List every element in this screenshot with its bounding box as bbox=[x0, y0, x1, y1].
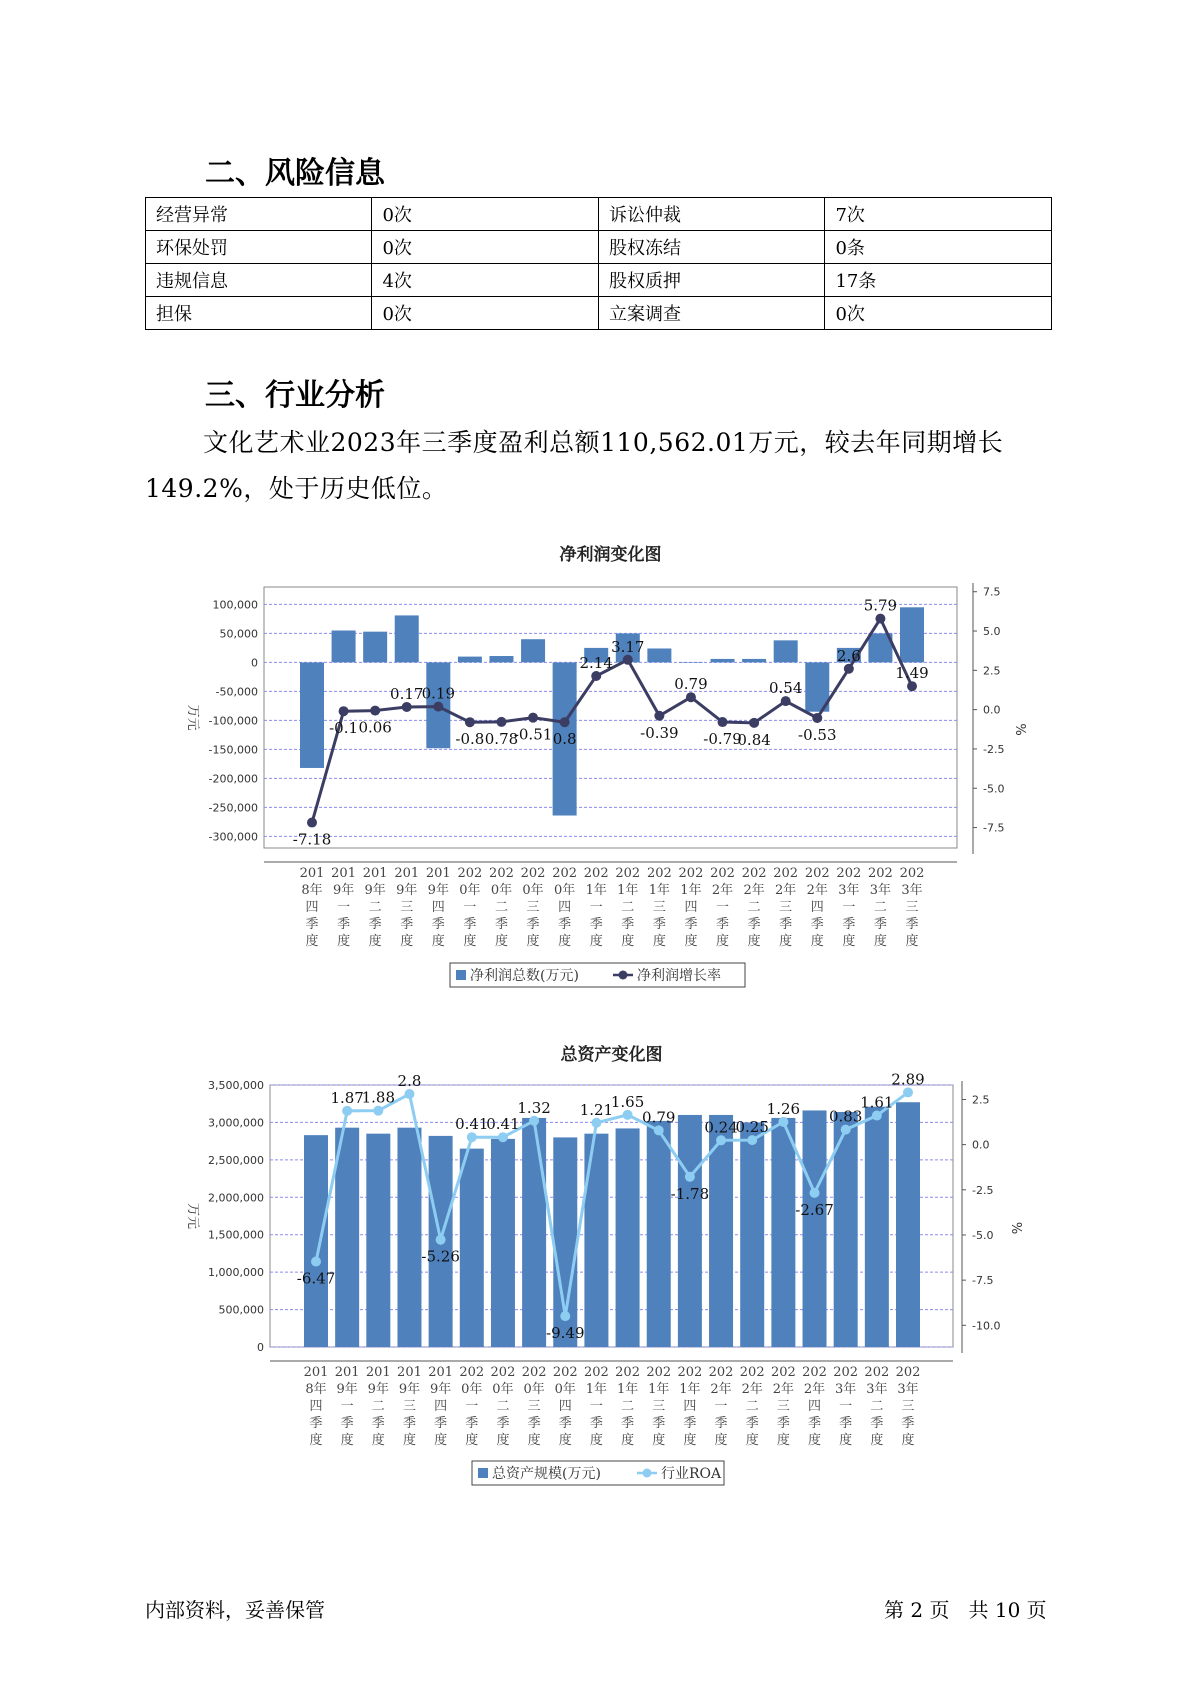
right-axis-title: % bbox=[1008, 1221, 1023, 1235]
left-tick-label: -100,000 bbox=[208, 714, 258, 728]
data-label: 1.87 bbox=[330, 1088, 364, 1107]
line-point bbox=[685, 1172, 695, 1182]
line-point bbox=[716, 1135, 726, 1145]
right-tick-label: 2.5 bbox=[972, 1093, 990, 1107]
left-tick-label: 3,500,000 bbox=[208, 1079, 264, 1092]
data-label: 2.14 bbox=[579, 653, 613, 672]
bar bbox=[647, 1121, 671, 1347]
left-tick-label: -300,000 bbox=[208, 830, 258, 844]
category-label: 202 1年一季度 bbox=[583, 866, 609, 949]
category-label: 202 1年三季度 bbox=[646, 1365, 672, 1448]
category-label: 201 9年一季度 bbox=[331, 866, 356, 949]
line-point bbox=[623, 1110, 633, 1120]
line-point bbox=[402, 702, 412, 712]
plot-frame bbox=[264, 587, 957, 848]
data-label: -0.39 bbox=[640, 723, 679, 742]
footer-confidential-note: 内部资料，妥善保管 bbox=[145, 1598, 325, 1622]
data-label: 1.32 bbox=[517, 1098, 551, 1117]
right-tick-label: -5.0 bbox=[972, 1228, 994, 1242]
line-point bbox=[747, 1135, 757, 1145]
bar bbox=[460, 1149, 484, 1347]
line-point bbox=[465, 717, 475, 727]
left-tick-label: 0 bbox=[251, 656, 258, 670]
data-label: 1.61 bbox=[860, 1093, 894, 1112]
left-axis-title: 万元 bbox=[185, 704, 200, 731]
line-point bbox=[498, 1132, 508, 1142]
risk-table-row bbox=[146, 264, 1052, 297]
industry-heading: 三、行业分析 bbox=[205, 378, 385, 413]
category-label: 202 2年三季度 bbox=[770, 1365, 796, 1448]
line-point bbox=[686, 692, 696, 702]
bar bbox=[395, 615, 419, 662]
data-label: 2.6 bbox=[836, 646, 861, 665]
bar bbox=[740, 1122, 764, 1347]
data-label: 1.26 bbox=[766, 1099, 801, 1118]
data-label: 0.79 bbox=[642, 1108, 676, 1127]
left-tick-label: 50,000 bbox=[219, 627, 258, 641]
risk-item-value: 0次 bbox=[825, 297, 1052, 330]
line-point bbox=[844, 664, 854, 674]
line-point bbox=[373, 1106, 383, 1116]
data-label: 0.17 bbox=[390, 684, 424, 703]
data-label: 1.88 bbox=[361, 1088, 396, 1107]
data-label: 1.65 bbox=[610, 1092, 645, 1111]
data-label: -1.78 bbox=[670, 1184, 710, 1203]
data-label: -2.67 bbox=[795, 1200, 834, 1219]
data-label: 1.49 bbox=[895, 664, 929, 683]
risk-item-value: 4次 bbox=[372, 264, 598, 297]
right-axis-title: % bbox=[1012, 723, 1027, 736]
left-axis-title: 万元 bbox=[185, 1202, 200, 1230]
category-label: 201 9年二季度 bbox=[365, 1365, 391, 1448]
right-tick-label: -5.0 bbox=[983, 782, 1005, 796]
bar bbox=[491, 1139, 515, 1347]
line-point bbox=[467, 1132, 477, 1142]
bar bbox=[803, 1110, 827, 1347]
data-label: -0.1 bbox=[329, 719, 359, 738]
data-label: -5.26 bbox=[421, 1247, 460, 1266]
bar bbox=[363, 632, 387, 663]
right-tick-label: 2.5 bbox=[983, 664, 1001, 678]
category-label: 202 0年一季度 bbox=[457, 866, 483, 949]
line-point bbox=[560, 717, 570, 727]
risk-item-label: 立案调查 bbox=[598, 297, 824, 330]
risk-table-row bbox=[146, 198, 1052, 231]
legend bbox=[450, 963, 745, 987]
legend-marker-swatch bbox=[643, 1469, 652, 1478]
left-tick-label: -150,000 bbox=[208, 743, 258, 757]
category-label: 202 3年三季度 bbox=[895, 1365, 921, 1448]
data-label: -7.18 bbox=[292, 830, 332, 849]
line-point bbox=[907, 681, 917, 691]
footer-page-number: 第 2 页 共 10 页 bbox=[884, 1598, 1047, 1622]
line-point bbox=[404, 1089, 414, 1099]
category-label: 201 9年三季度 bbox=[394, 866, 420, 949]
risk-item-label: 股权质押 bbox=[598, 264, 824, 297]
category-label: 202 0年三季度 bbox=[520, 866, 546, 949]
data-label: 3.17 bbox=[611, 637, 645, 656]
line-point bbox=[370, 706, 380, 716]
category-label: 202 3年三季度 bbox=[899, 866, 925, 949]
bar bbox=[521, 639, 545, 662]
category-label: 202 0年三季度 bbox=[521, 1365, 547, 1448]
line-point bbox=[654, 711, 664, 721]
data-label: 0.83 bbox=[828, 1107, 863, 1126]
data-label: 1.21 bbox=[579, 1100, 614, 1119]
category-label: 202 2年一季度 bbox=[708, 1365, 734, 1448]
left-tick-label: 0 bbox=[257, 1341, 264, 1354]
legend-bar-swatch bbox=[478, 1468, 488, 1478]
risk-item-value: 7次 bbox=[825, 198, 1052, 231]
risk-item-label: 环保处罚 bbox=[146, 231, 372, 264]
bar bbox=[865, 1107, 889, 1347]
left-tick-label: 2,000,000 bbox=[208, 1191, 264, 1205]
legend-label: 净利润总数(万元) bbox=[470, 968, 579, 984]
line-point bbox=[872, 1111, 882, 1121]
data-label: 0.06 bbox=[358, 718, 392, 737]
bar bbox=[397, 1128, 421, 1347]
left-tick-label: 1,500,000 bbox=[208, 1228, 264, 1242]
line-point bbox=[342, 1106, 352, 1116]
left-tick-label: -200,000 bbox=[208, 772, 258, 786]
risk-item-label: 担保 bbox=[146, 297, 372, 330]
left-tick-label: 500,000 bbox=[218, 1303, 264, 1317]
left-tick-label: 2,500,000 bbox=[208, 1153, 264, 1167]
data-label: -0.8 bbox=[455, 730, 485, 749]
line-point bbox=[311, 1257, 321, 1267]
category-label: 201 9年三季度 bbox=[397, 1365, 422, 1448]
category-label: 202 3年二季度 bbox=[868, 866, 893, 949]
line-point bbox=[339, 706, 349, 716]
line-point bbox=[875, 614, 885, 624]
legend-marker-swatch bbox=[619, 971, 628, 980]
left-tick-label: 1,000,000 bbox=[208, 1266, 264, 1280]
line-point bbox=[529, 1116, 539, 1126]
line-point bbox=[560, 1311, 570, 1321]
risk-item-label: 股权冻结 bbox=[598, 231, 824, 264]
data-label: 0.8 bbox=[552, 730, 577, 749]
line-point bbox=[528, 713, 538, 723]
category-label: 202 2年二季度 bbox=[739, 1365, 765, 1448]
data-label: 0.41 bbox=[455, 1115, 489, 1134]
data-label: 2.8 bbox=[397, 1072, 422, 1091]
risk-item-value: 0次 bbox=[372, 231, 598, 264]
category-label: 202 0年二季度 bbox=[489, 866, 514, 949]
category-label: 202 2年四季度 bbox=[804, 866, 830, 949]
chart-title: 总资产变化图 bbox=[560, 1045, 663, 1065]
risk-item-value: 0条 bbox=[825, 231, 1052, 264]
bar bbox=[304, 1135, 328, 1347]
bar bbox=[896, 1102, 920, 1347]
risk-table bbox=[145, 197, 1052, 330]
data-label: 0.54 bbox=[768, 679, 803, 698]
data-label: -6.47 bbox=[296, 1269, 336, 1288]
risk-item-value: 17条 bbox=[825, 264, 1052, 297]
category-label: 201 8年四季度 bbox=[299, 866, 325, 949]
category-label: 202 1年二季度 bbox=[615, 1365, 640, 1448]
line-point bbox=[654, 1125, 664, 1135]
right-tick-label: 5.0 bbox=[983, 625, 1001, 639]
risk-item-label: 经营异常 bbox=[146, 198, 372, 231]
right-tick-label: 0.0 bbox=[972, 1138, 990, 1152]
category-label: 202 3年一季度 bbox=[836, 866, 862, 949]
category-label: 202 0年二季度 bbox=[490, 1365, 516, 1448]
net-profit-chart bbox=[0, 536, 1191, 996]
bar bbox=[300, 662, 324, 768]
category-label: 201 9年四季度 bbox=[428, 1365, 454, 1448]
data-label: -9.49 bbox=[546, 1324, 585, 1343]
category-label: 202 1年四季度 bbox=[678, 866, 704, 949]
data-label: 0.19 bbox=[421, 684, 456, 703]
category-label: 202 2年四季度 bbox=[802, 1365, 827, 1448]
risk-item-label: 违规信息 bbox=[146, 264, 372, 297]
total-assets-chart bbox=[0, 1034, 1191, 1494]
data-label: 0.78 bbox=[484, 729, 519, 748]
data-label: 0.79 bbox=[674, 675, 708, 694]
bar bbox=[711, 659, 735, 662]
analysis-paragraph: 文化艺术业2023年三季度盈利总额110,562.01万元，较去年同期增长149.2%，处于历史低位。 bbox=[145, 428, 1004, 503]
risk-table-row bbox=[146, 297, 1052, 330]
left-tick-label: 3,000,000 bbox=[208, 1116, 264, 1130]
category-label: 202 1年二季度 bbox=[615, 866, 641, 949]
right-tick-label: -2.5 bbox=[983, 742, 1005, 756]
bar bbox=[335, 1128, 359, 1347]
line-point bbox=[718, 717, 728, 727]
line-point bbox=[496, 717, 506, 727]
bar bbox=[522, 1118, 546, 1347]
data-label: 2.89 bbox=[891, 1070, 925, 1089]
category-label: 202 0年四季度 bbox=[552, 866, 578, 949]
risk-item-value: 0次 bbox=[372, 198, 598, 231]
legend-label: 净利润增长率 bbox=[637, 968, 721, 984]
category-label: 202 2年二季度 bbox=[741, 866, 767, 949]
category-label: 201 9年二季度 bbox=[362, 866, 388, 949]
risk-table-row bbox=[146, 231, 1052, 264]
data-label: -0.53 bbox=[798, 725, 837, 744]
line-point bbox=[781, 696, 791, 706]
category-label: 201 9年四季度 bbox=[425, 866, 451, 949]
bar bbox=[332, 631, 356, 663]
data-label: 5.79 bbox=[863, 596, 898, 615]
line-point bbox=[903, 1087, 913, 1097]
category-label: 202 3年二季度 bbox=[864, 1365, 890, 1448]
bar bbox=[771, 1118, 795, 1347]
right-tick-label: 7.5 bbox=[983, 585, 1001, 599]
category-label: 202 0年一季度 bbox=[459, 1365, 485, 1448]
line-point bbox=[841, 1125, 851, 1135]
bar bbox=[647, 648, 671, 662]
category-label: 202 3年一季度 bbox=[833, 1365, 859, 1448]
line-point bbox=[436, 1235, 446, 1245]
legend-bar-swatch bbox=[456, 970, 466, 980]
bar bbox=[489, 656, 513, 662]
right-tick-label: -2.5 bbox=[972, 1183, 994, 1197]
left-tick-label: -50,000 bbox=[215, 685, 258, 699]
risk-item-label: 诉讼仲裁 bbox=[598, 198, 824, 231]
bar bbox=[366, 1134, 390, 1347]
category-label: 202 1年四季度 bbox=[677, 1365, 703, 1448]
bar bbox=[458, 657, 482, 663]
line-point bbox=[812, 713, 822, 723]
category-label: 202 1年一季度 bbox=[584, 1365, 609, 1448]
data-label: 0.84 bbox=[737, 730, 771, 749]
category-label: 202 0年四季度 bbox=[552, 1365, 578, 1448]
data-label: -0.51 bbox=[513, 725, 553, 744]
bar bbox=[900, 607, 924, 662]
bar bbox=[678, 1115, 702, 1347]
bar bbox=[679, 662, 703, 663]
line-point bbox=[307, 818, 317, 828]
risk-heading: 二、风险信息 bbox=[205, 156, 385, 191]
chart-title: 净利润变化图 bbox=[559, 545, 662, 565]
category-label: 201 9年一季度 bbox=[334, 1365, 360, 1448]
right-tick-label: -7.5 bbox=[983, 821, 1005, 835]
legend bbox=[472, 1461, 724, 1485]
risk-item-value: 0次 bbox=[372, 297, 598, 330]
category-label: 201 8年四季度 bbox=[303, 1365, 329, 1448]
category-label: 202 2年一季度 bbox=[710, 866, 735, 949]
line-point bbox=[623, 655, 633, 665]
data-label: 0.41 bbox=[486, 1115, 520, 1134]
line-point bbox=[591, 1118, 601, 1128]
line-point bbox=[749, 718, 759, 728]
left-tick-label: 100,000 bbox=[212, 598, 258, 612]
right-tick-label: 0.0 bbox=[983, 703, 1001, 717]
left-tick-label: -250,000 bbox=[208, 801, 258, 815]
bar bbox=[616, 1128, 640, 1347]
bar bbox=[774, 640, 798, 662]
legend-label: 行业ROA bbox=[661, 1466, 722, 1482]
legend-label: 总资产规模(万元) bbox=[492, 1466, 601, 1482]
right-tick-label: -7.5 bbox=[972, 1274, 994, 1288]
line-point bbox=[778, 1117, 788, 1127]
data-label: -0.79 bbox=[703, 730, 742, 749]
bar bbox=[742, 659, 766, 662]
right-tick-label: -10.0 bbox=[972, 1319, 1001, 1333]
data-label: 0.25 bbox=[735, 1118, 769, 1137]
line-point bbox=[591, 671, 601, 681]
category-label: 202 1年三季度 bbox=[646, 866, 672, 949]
data-label: 0.24 bbox=[704, 1118, 738, 1137]
line-point bbox=[810, 1188, 820, 1198]
line-point bbox=[433, 702, 443, 712]
category-label: 202 2年三季度 bbox=[773, 866, 799, 949]
